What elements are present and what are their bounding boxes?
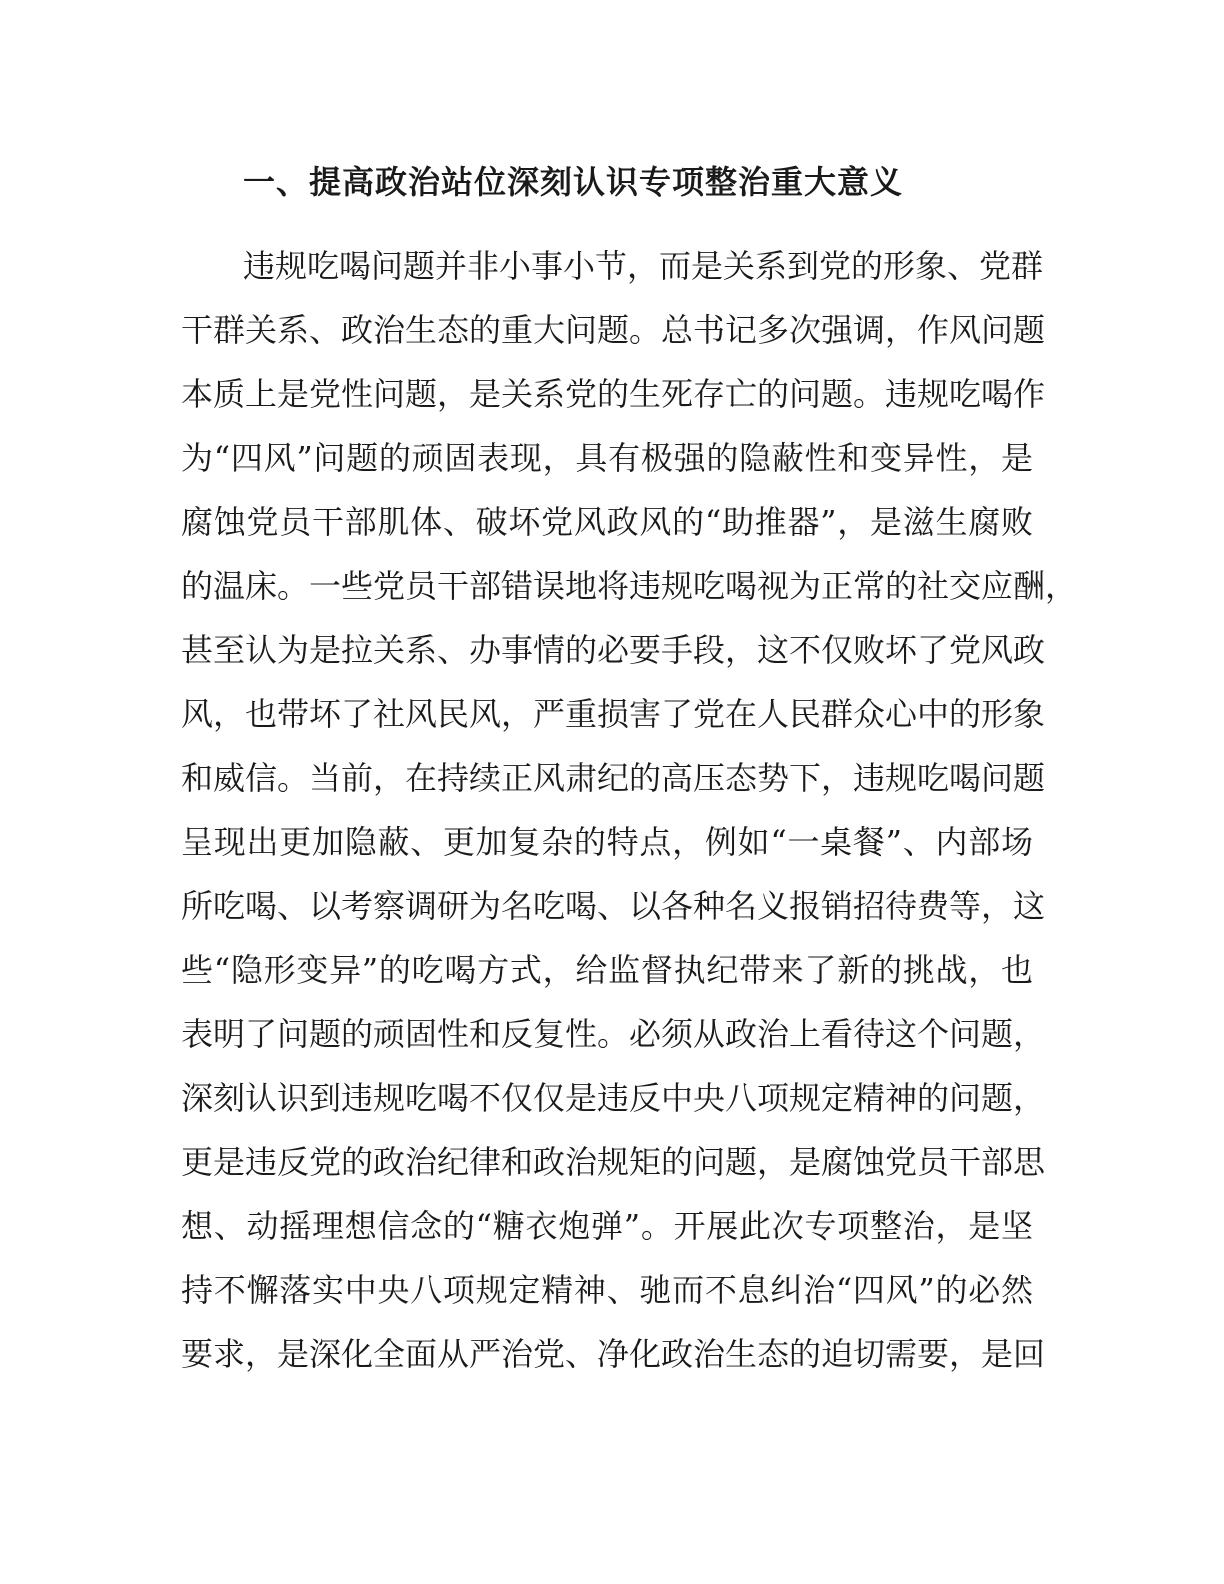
paragraph-line: 想、动摇理想信念的“糖衣炮弹”。开展此次专项整治，是坚 <box>181 1207 1033 1245</box>
section-heading: 一、提高政治站位深刻认识专项整治重大意义 <box>243 163 904 201</box>
paragraph-line: 本质上是党性问题，是关系党的生死存亡的问题。违规吃喝作 <box>181 375 1046 413</box>
paragraph-line: 持不懈落实中央八项规定精神、驰而不息纠治“四风”的必然 <box>181 1271 1033 1309</box>
paragraph-line: 所吃喝、以考察调研为名吃喝、以各种名义报销招待费等，这 <box>181 887 1046 925</box>
paragraph-line: 腐蚀党员干部肌体、破坏党风政风的“助推器”，是滋生腐败 <box>181 503 1033 541</box>
paragraph-line: 和威信。当前，在持续正风肃纪的高压态势下，违规吃喝问题 <box>181 759 1046 797</box>
paragraph-line: 为“四风”问题的顽固表现，具有极强的隐蔽性和变异性，是 <box>181 439 1033 477</box>
paragraph-line: 表明了问题的顽固性和反复性。必须从政治上看待这个问题， <box>181 1015 1046 1053</box>
paragraph-line: 要求，是深化全面从严治党、净化政治生态的迫切需要，是回 <box>181 1335 1046 1373</box>
paragraph-line: 甚至认为是拉关系、办事情的必要手段，这不仅败坏了党风政 <box>181 631 1046 669</box>
paragraph-line: 的温床。一些党员干部错误地将违规吃喝视为正常的社交应酬， <box>181 567 1078 605</box>
paragraph-line: 违规吃喝问题并非小事小节，而是关系到党的形象、党群 <box>243 247 1044 285</box>
paragraph-line: 深刻认识到违规吃喝不仅仅是违反中央八项规定精神的问题， <box>181 1079 1046 1117</box>
paragraph-line: 呈现出更加隐蔽、更加复杂的特点，例如“一桌餐”、内部场 <box>181 823 1033 861</box>
paragraph-line: 干群关系、政治生态的重大问题。总书记多次强调，作风问题 <box>181 311 1046 349</box>
paragraph-line: 风，也带坏了社风民风，严重损害了党在人民群众心中的形象 <box>181 695 1046 733</box>
paragraph-line: 些“隐形变异”的吃喝方式，给监督执纪带来了新的挑战，也 <box>181 951 1033 989</box>
body-paragraph <box>181 234 1078 1386</box>
paragraph-line: 更是违反党的政治纪律和政治规矩的问题，是腐蚀党员干部思 <box>181 1143 1046 1181</box>
